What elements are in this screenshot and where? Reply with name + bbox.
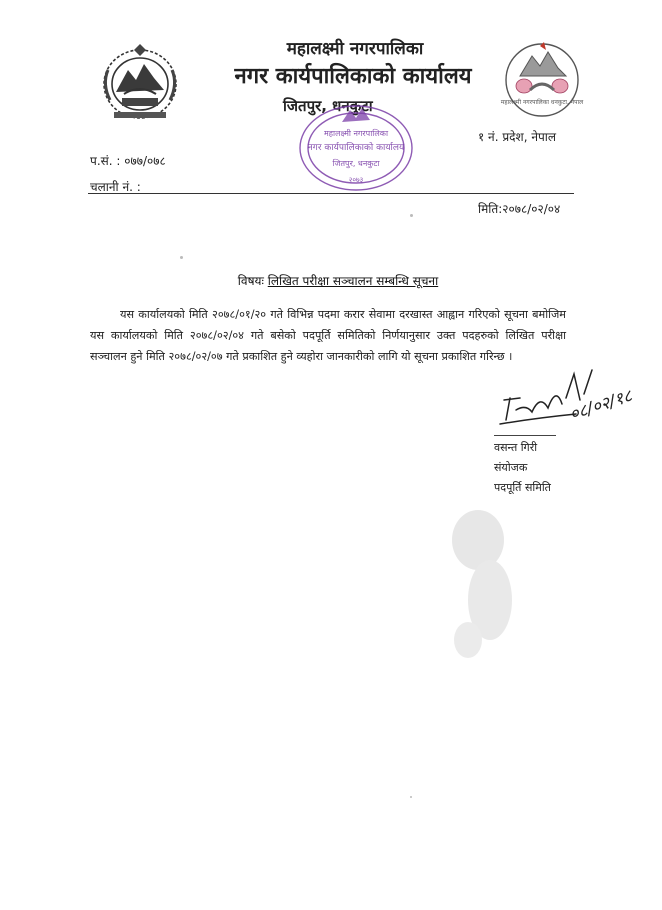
letter-date: मिति:२०७८/०२/०४	[478, 202, 561, 216]
org-name: महालक्ष्मी नगरपालिका	[286, 39, 424, 59]
body-paragraph-text: यस कार्यालयको मिति २०७८/०१/२० गते विभिन्न पदमा करार सेवामा दरखास्त आह्वान गरिएको सूचना बमोजिम यस कार्यालयको मिति २०७८/०२/०४ गते बसेको पदपूर्ति समितिको निर्णयानुसार उक्त पदहरुको लिखित परीक्षा सञ्चालन हुने मिति २०७८/०२/०७ गते प्रकाशित हुने व्यहोरा जानकारीको लागि यो सूचना प्रकाशित गरिन्छ ।	[90, 308, 566, 363]
stamp-line-1: महालक्ष्मी नगरपालिका	[323, 129, 389, 138]
office-stamp	[296, 104, 416, 198]
scan-smudge	[438, 500, 528, 670]
nepal-government-emblem-icon	[94, 40, 186, 126]
stamp-line-2: नगर कार्यपालिकाको कार्यालय	[307, 143, 405, 153]
signer-committee: पदपूर्ति समिति	[494, 481, 551, 494]
municipality-logo-text: महालक्ष्मी नगरपालिका धनकुटा, नेपाल	[500, 99, 584, 106]
handwritten-signature	[496, 364, 636, 434]
scan-speck	[410, 214, 413, 217]
stamp-line-4: २०७३	[348, 176, 364, 184]
signer-name: वसन्त गिरी	[494, 441, 538, 454]
municipality-logo-icon	[500, 38, 584, 122]
stamp-line-3: जितपुर, धनकुटा	[332, 159, 380, 168]
header-divider	[88, 193, 574, 194]
signature-date: ०८/०२/१८	[567, 386, 635, 426]
subject-text: लिखित परीक्षा सञ्चालन सम्बन्धि सूचना	[267, 274, 439, 288]
signer-block	[494, 438, 551, 498]
body-paragraph	[90, 304, 566, 367]
province-text: १ नं. प्रदेश, नेपाल	[478, 130, 557, 144]
office-name: नगर कार्यपालिकाको कार्यालय	[234, 64, 472, 89]
reference-number: प.सं. : ०७७/०७८	[90, 154, 166, 168]
scan-speck	[180, 256, 183, 259]
subject-label: विषयः	[237, 274, 264, 288]
scan-speck	[410, 796, 412, 798]
signer-title: संयोजक	[494, 461, 528, 474]
subject-line	[188, 272, 488, 289]
dispatch-number: चलानी नं. :	[90, 180, 141, 194]
signature-line	[494, 435, 556, 436]
office-location: जितपुर, धनकुटा	[283, 97, 373, 115]
